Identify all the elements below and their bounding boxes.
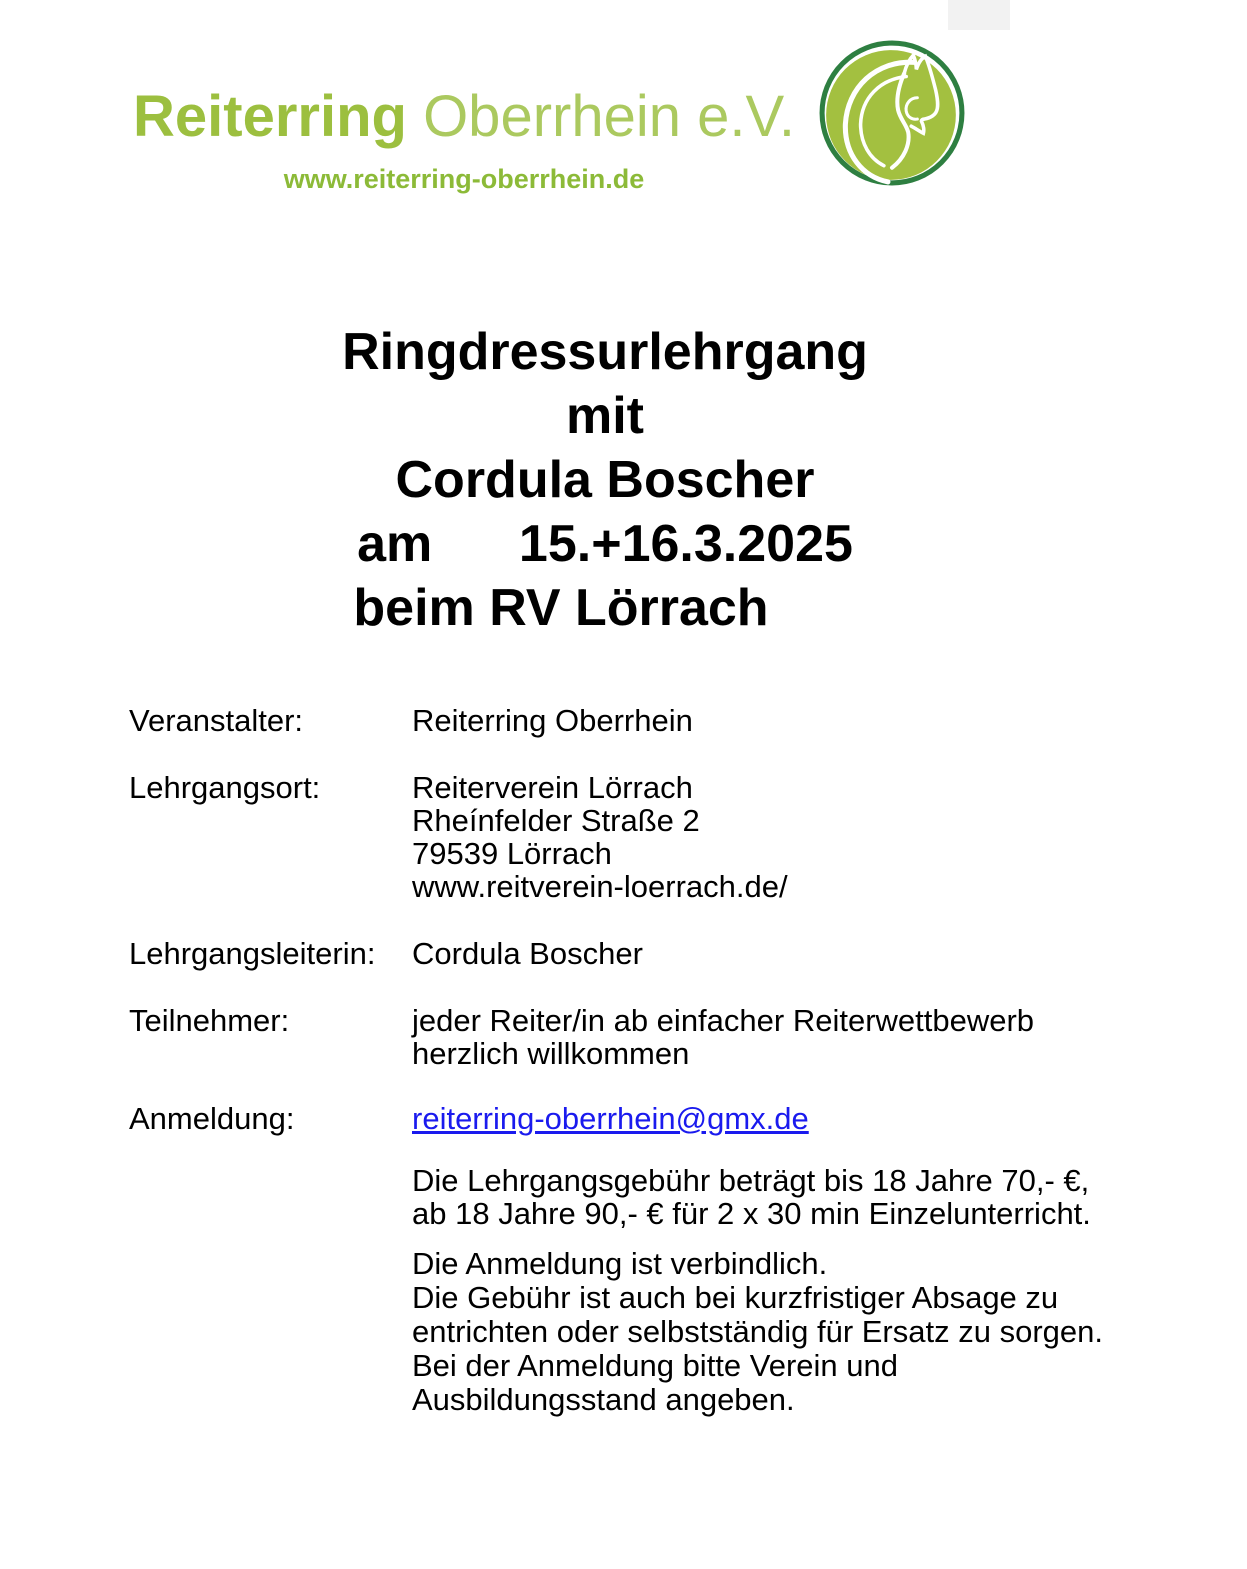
venue-name: Reiterverein Lörrach — [412, 770, 693, 805]
label-lehrgangsort: Lehrgangsort: — [129, 770, 321, 805]
label-teilnehmer: Teilnehmer: — [129, 1003, 290, 1038]
venue-city: 79539 Lörrach — [412, 836, 612, 871]
registration-email-link[interactable]: reiterring-oberrhein@gmx.de — [412, 1101, 809, 1136]
teilnehmer-line-1: jeder Reiter/in ab einfacher Reiterwettbewerb — [412, 1003, 1035, 1038]
value-lehrgangsleiterin: Cordula Boscher — [412, 936, 643, 971]
org-name-secondary: Oberrhein e.V. — [406, 84, 795, 149]
horse-head-logo-icon — [817, 39, 967, 189]
terms-line-4: Bei der Anmeldung bitte Verein und — [412, 1348, 899, 1383]
label-lehrgangsleiterin: Lehrgangsleiterin: — [129, 936, 376, 971]
scan-artifact — [948, 0, 1010, 30]
org-name — [133, 84, 795, 150]
fee-paragraph — [412, 1164, 1091, 1230]
event-title — [0, 320, 1210, 640]
title-line-date: am 15.+16.3.2025 — [357, 515, 853, 573]
org-name-primary: Reiterring — [133, 84, 407, 149]
value-lehrgangsort — [412, 771, 788, 903]
venue-street: Rheínfelder Straße 2 — [412, 803, 700, 838]
label-anmeldung: Anmeldung: — [129, 1101, 295, 1136]
title-line-trainer: Cordula Boscher — [395, 451, 815, 509]
venue-website-text: www.reitverein-loerrach.de/ — [412, 869, 788, 904]
org-website-text: www.reiterring-oberrhein.de — [283, 164, 645, 194]
value-teilnehmer — [412, 1004, 1034, 1070]
value-anmeldung — [412, 1102, 809, 1135]
label-veranstalter: Veranstalter: — [129, 703, 304, 738]
title-line-course: Ringdressurlehrgang — [342, 323, 868, 381]
teilnehmer-line-2: herzlich willkommen — [412, 1036, 690, 1071]
value-veranstalter: Reiterring Oberrhein — [412, 703, 693, 738]
terms-paragraph — [412, 1247, 1103, 1417]
title-line-mit: mit — [566, 387, 644, 445]
terms-line-5: Ausbildungsstand angeben. — [412, 1382, 795, 1417]
title-line-venue: beim RV Lörrach — [353, 579, 769, 637]
terms-line-2: Die Gebühr ist auch bei kurzfristiger Absage zu — [412, 1280, 1059, 1315]
terms-line-1: Die Anmeldung ist verbindlich. — [412, 1246, 828, 1281]
terms-line-3: entrichten oder selbstständig für Ersatz zu sorgen. — [412, 1314, 1103, 1349]
fee-line-1: Die Lehrgangsgebühr beträgt bis 18 Jahre 70,- €, — [412, 1163, 1090, 1198]
fee-line-2: ab 18 Jahre 90,- € für 2 x 30 min Einzelunterricht. — [412, 1196, 1091, 1231]
